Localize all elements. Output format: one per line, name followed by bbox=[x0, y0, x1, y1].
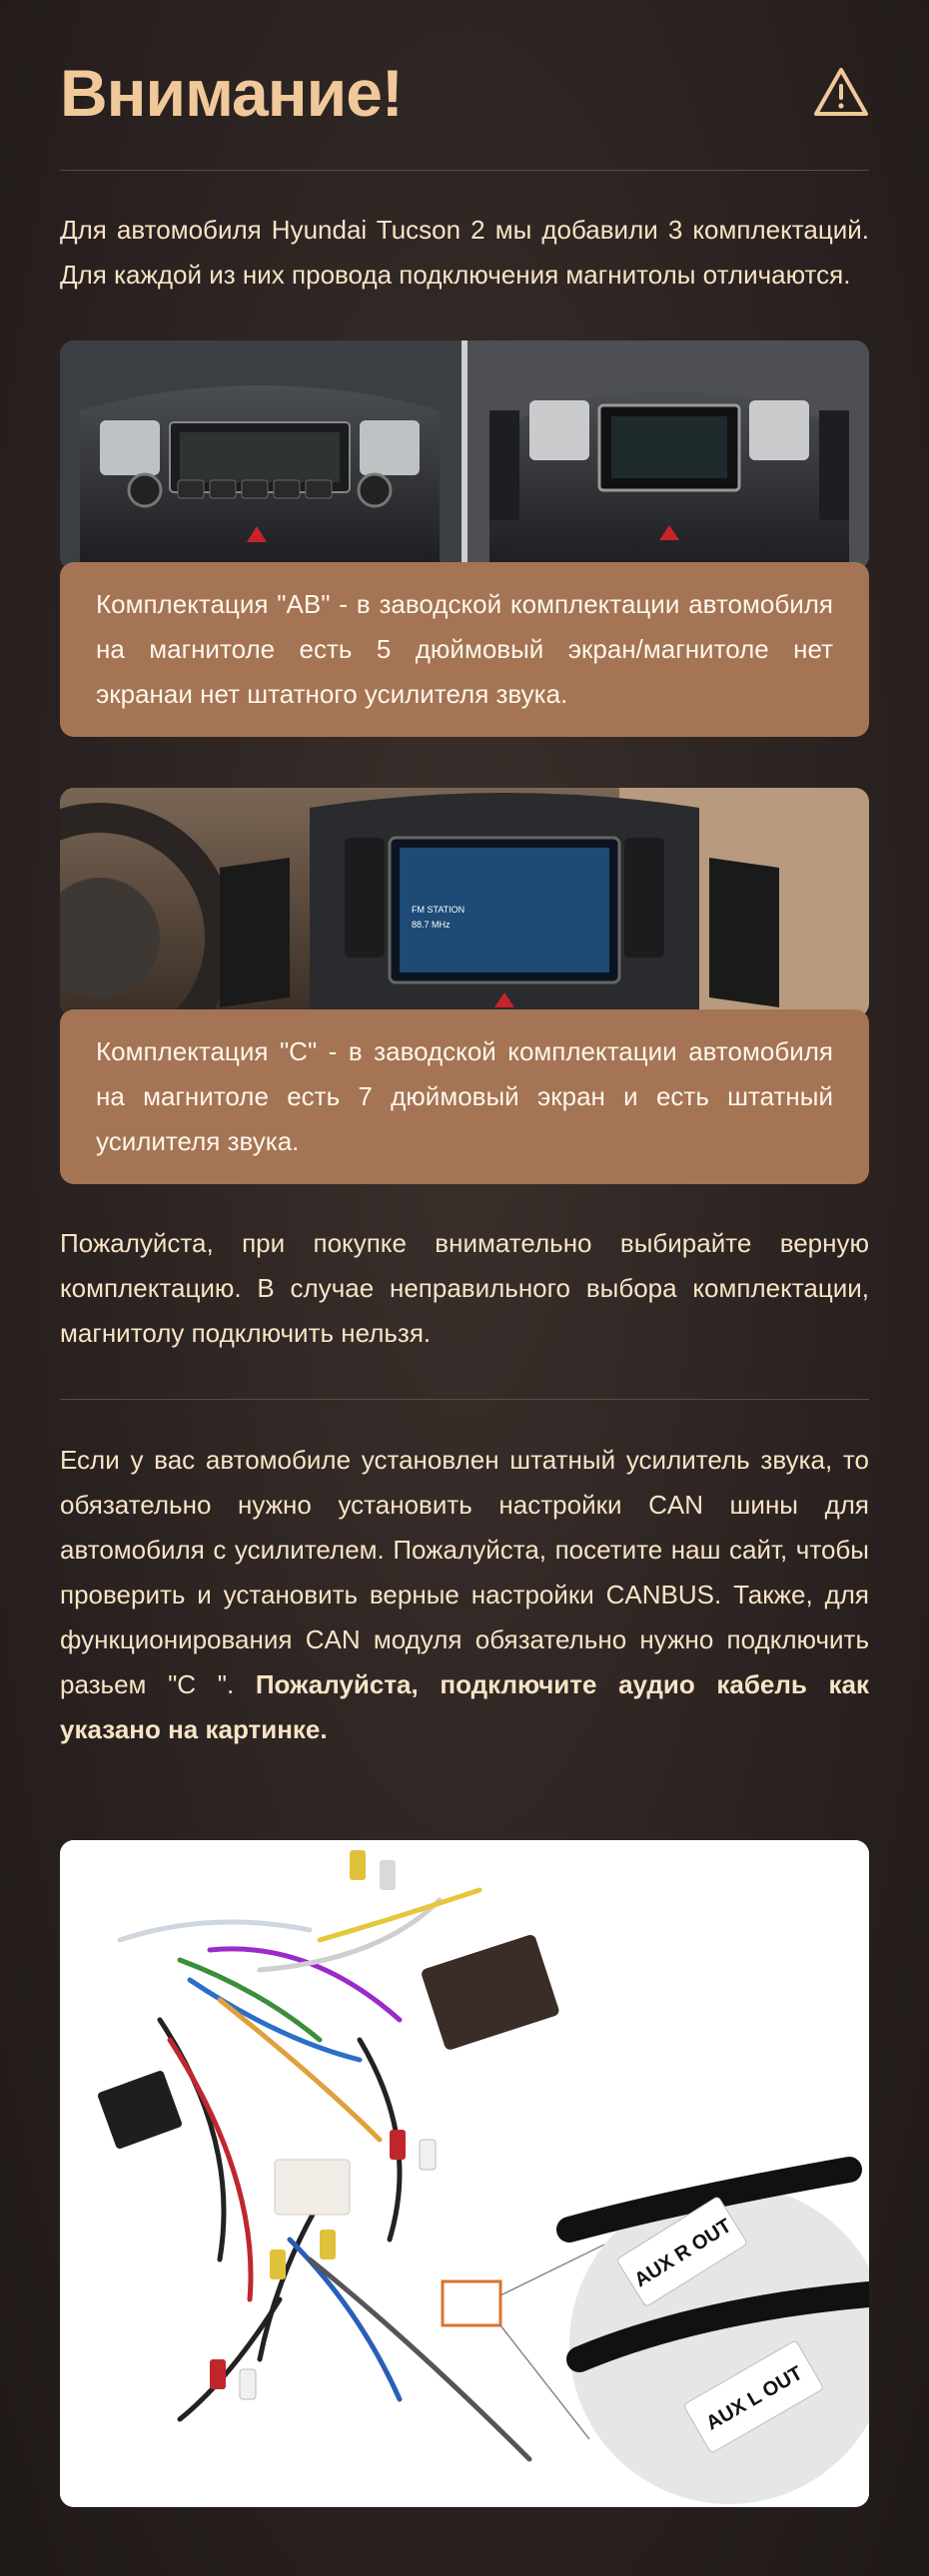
amplifier-instruction: Пожалуйста, подключите аудио кабель как указано на картинке. bbox=[60, 1669, 869, 1744]
variant-ab-photo bbox=[60, 340, 869, 570]
variant-ab-card bbox=[60, 340, 869, 737]
screen-frequency-label: 88.7 MHz bbox=[412, 920, 451, 930]
page-title: Внимание! bbox=[60, 56, 403, 130]
aux-r-out-label: AUX R OUT bbox=[630, 2215, 736, 2292]
wiring-harness-photo bbox=[60, 1840, 869, 2507]
section-divider bbox=[60, 170, 869, 171]
intro-text: Для автомобиля Hyundai Tucson 2 мы добавили 3 комплектаций. Для каждой из них провода подключения магнитолы отличаются. bbox=[60, 215, 869, 290]
amplifier-body: Если у вас автомобиле установлен штатный усилитель звука, то обязательно нужно установить настройки CAN шины для автомобиля с усилителем. Пожалуйста, посетите наш сайт, чтобы проверить и установить верные настройки CANBUS. Также, для функционирования CAN модуля обязательно нужно подключить разьем "C ". bbox=[60, 1445, 869, 1699]
variant-c-caption: Комплектация "C" - в заводской комплектации автомобиля на магнитоле есть 7 дюймовый экран и есть штатный усилителя звука. bbox=[60, 1009, 869, 1184]
notice-text: Пожалуйста, при покупке внимательно выбирайте верную комплектацию. В случае неправильного выбора комплектации, магнитолу подключить нельзя. bbox=[60, 1228, 869, 1348]
variant-c-card bbox=[60, 788, 869, 1184]
variant-c-photo bbox=[60, 788, 869, 1017]
amplifier-text bbox=[60, 1438, 869, 1752]
variant-ab-caption: Комплектация "AB" - в заводской комплектации автомобиля на магнитоле есть 5 дюймовый экран/магнитоле нет экранаи нет штатного усилителя звука. bbox=[60, 562, 869, 737]
section-divider bbox=[60, 1399, 869, 1400]
warning-icon bbox=[813, 66, 869, 118]
screen-station-label: FM STATION bbox=[412, 905, 465, 915]
aux-l-out-label: AUX L OUT bbox=[702, 2361, 807, 2435]
